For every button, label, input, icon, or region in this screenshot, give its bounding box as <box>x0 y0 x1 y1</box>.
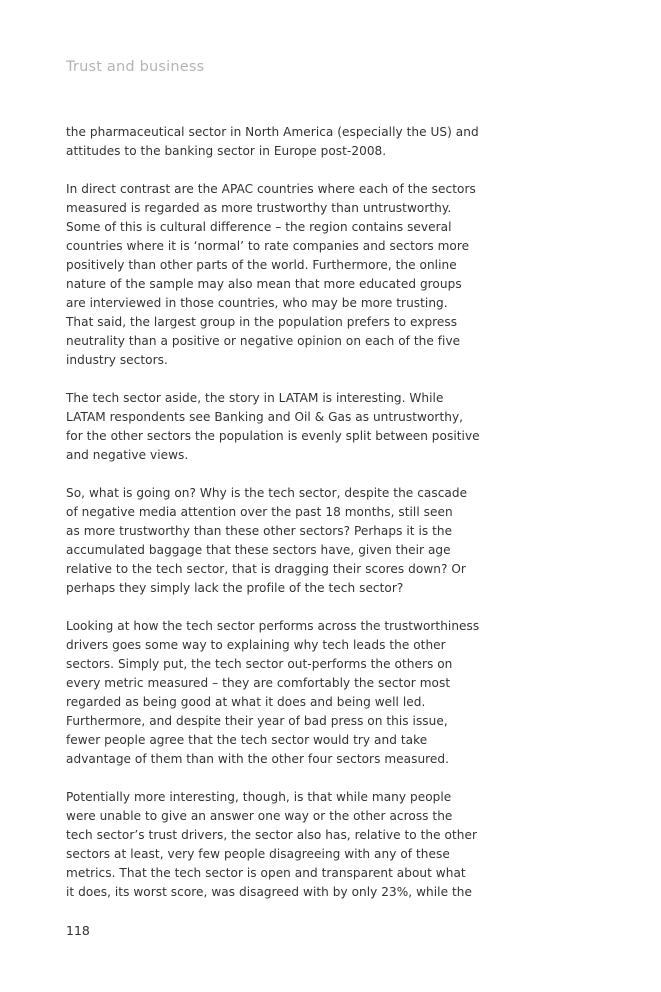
text-line: every metric measured – they are comfortably the sector most <box>66 676 451 690</box>
text-line: sectors. Simply put, the tech sector out-performs the others on <box>66 657 453 671</box>
text-line: perhaps they simply lack the profile of the tech sector? <box>66 581 404 595</box>
body-text <box>66 123 516 921</box>
text-line: relative to the tech sector, that is dragging their scores down? Or <box>66 562 466 576</box>
text-line: The tech sector aside, the story in LATAM is interesting. While <box>66 391 444 405</box>
text-line: of negative media attention over the past 18 months, still seen <box>66 505 453 519</box>
text-line: Potentially more interesting, though, is that while many people <box>66 790 452 804</box>
text-line: metrics. That the tech sector is open and transparent about what <box>66 866 466 880</box>
paragraph <box>66 180 516 370</box>
text-line: tech sector’s trust drivers, the sector also has, relative to the other <box>66 828 477 842</box>
text-line: measured is regarded as more trustworthy than untrustworthy. <box>66 201 452 215</box>
paragraph <box>66 617 516 769</box>
text-line: accumulated baggage that these sectors have, given their age <box>66 543 451 557</box>
text-line: for the other sectors the population is evenly split between positive <box>66 429 480 443</box>
text-line: neutrality than a positive or negative opinion on each of the five <box>66 334 461 348</box>
text-line: Looking at how the tech sector performs across the trustworthiness <box>66 619 480 633</box>
text-line: Some of this is cultural difference – the region contains several <box>66 220 452 234</box>
text-line: sectors at least, very few people disagreeing with any of these <box>66 847 450 861</box>
text-line: as more trustworthy than these other sectors? Perhaps it is the <box>66 524 453 538</box>
paragraph <box>66 484 516 598</box>
text-line: drivers goes some way to explaining why tech leads the other <box>66 638 446 652</box>
text-line: advantage of them than with the other four sectors measured. <box>66 752 450 766</box>
paragraph <box>66 123 516 161</box>
text-line: it does, its worst score, was disagreed with by only 23%, while the <box>66 885 472 899</box>
text-line: That said, the largest group in the population prefers to express <box>66 315 458 329</box>
text-line: LATAM respondents see Banking and Oil & Gas as untrustworthy, <box>66 410 464 424</box>
text-line: attitudes to the banking sector in Europe post-2008. <box>66 144 387 158</box>
text-line: are interviewed in those countries, who may be more trusting. <box>66 296 448 310</box>
paragraph <box>66 389 516 465</box>
text-line: were unable to give an answer one way or the other across the <box>66 809 453 823</box>
text-line: fewer people agree that the tech sector would try and take <box>66 733 428 747</box>
text-line: positively than other parts of the world. Furthermore, the online <box>66 258 457 272</box>
text-line: the pharmaceutical sector in North America (especially the US) and <box>66 125 479 139</box>
paragraph <box>66 788 516 902</box>
running-header: Trust and business <box>66 59 205 75</box>
text-line: So, what is going on? Why is the tech sector, despite the cascade <box>66 486 468 500</box>
page-number: 118 <box>66 923 90 938</box>
text-line: regarded as being good at what it does and being well led. <box>66 695 426 709</box>
text-line: In direct contrast are the APAC countries where each of the sectors <box>66 182 476 196</box>
text-line: and negative views. <box>66 448 189 462</box>
text-line: industry sectors. <box>66 353 168 367</box>
text-line: Furthermore, and despite their year of bad press on this issue, <box>66 714 448 728</box>
text-line: nature of the sample may also mean that more educated groups <box>66 277 462 291</box>
text-line: countries where it is ‘normal’ to rate companies and sectors more <box>66 239 470 253</box>
